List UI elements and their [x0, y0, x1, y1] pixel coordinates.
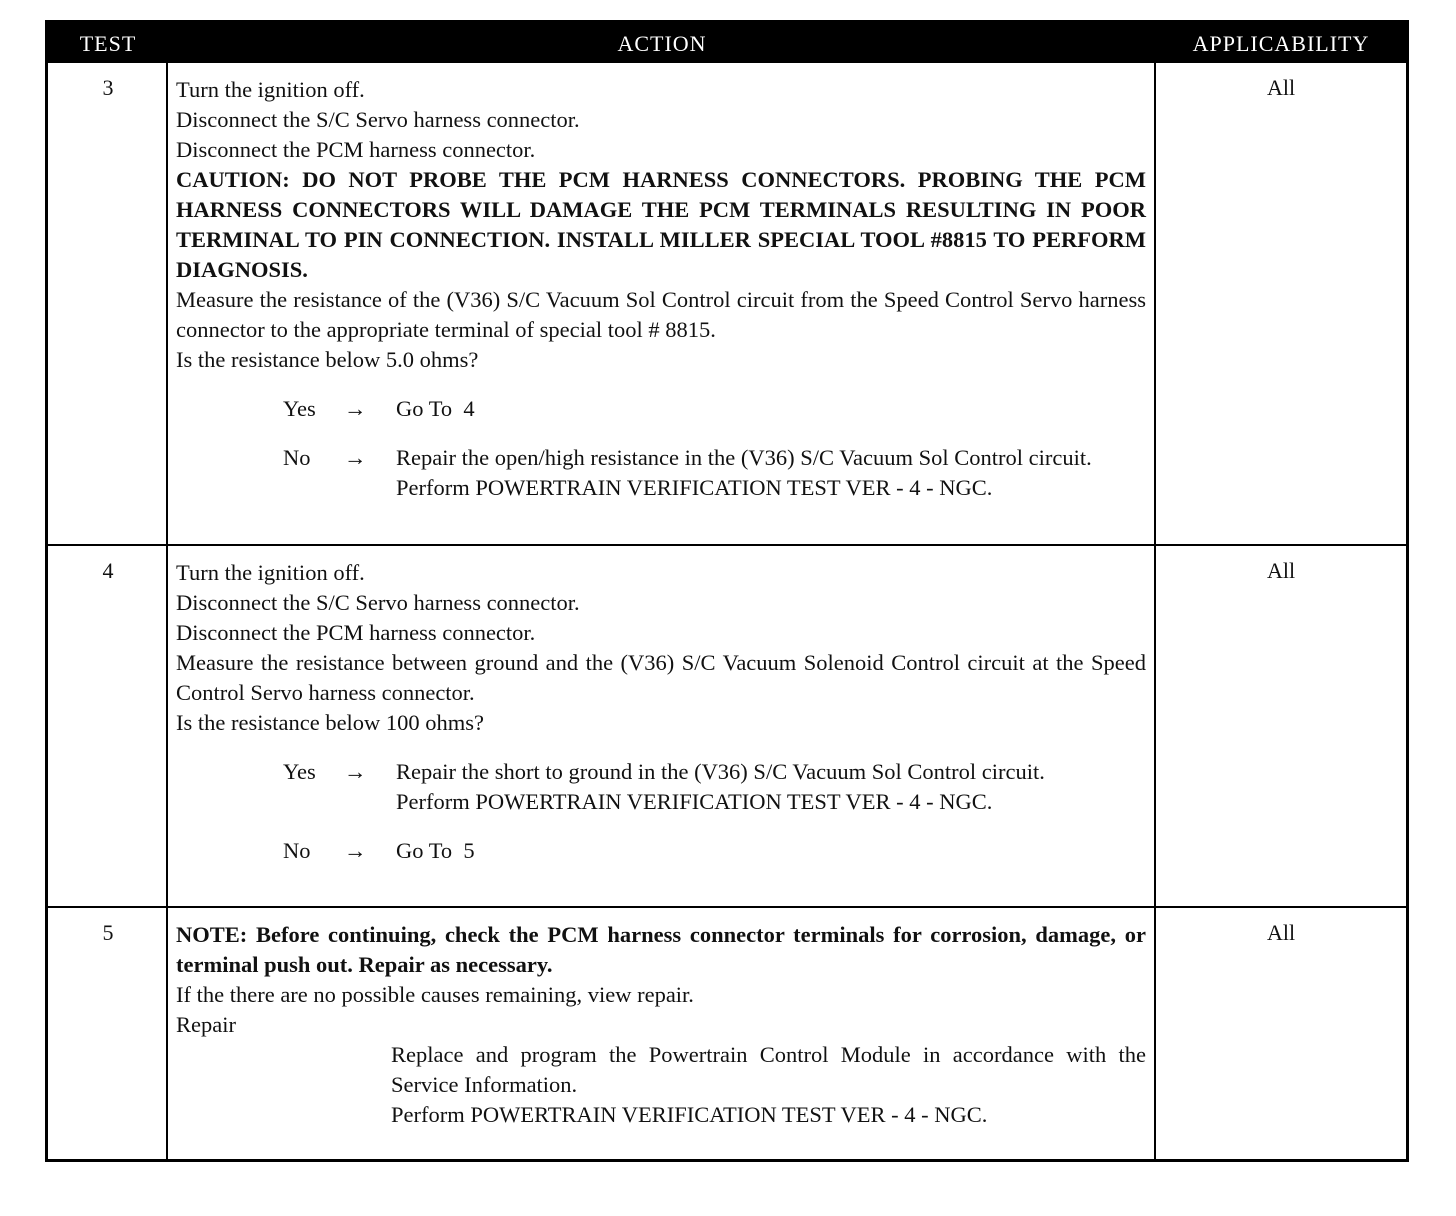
- caution-text: CAUTION: DO NOT PROBE THE PCM HARNESS CONNECTORS. PROBING THE PCM HARNESS CONNECTORS WILL DAMAGE THE PCM TERMINALS RESULTING IN POOR TERMINAL TO PIN CONNECTION. INSTALL MILLER SPECIAL TOOL #8815 TO PERFORM DIAGNOSIS.: [176, 167, 1146, 282]
- table-row: [48, 908, 1406, 1158]
- header-applicability: APPLICABILITY: [1192, 31, 1370, 56]
- arrow-icon: →: [344, 759, 367, 784]
- arrow-icon: →: [344, 838, 367, 863]
- note-text: NOTE: Before continuing, check the PCM harness connector terminals for corrosion, damage, or terminal push out. Repair as necessary.: [176, 922, 1146, 977]
- no-text-verification: Perform POWERTRAIN VERIFICATION TEST VER - 4 - NGC.: [396, 475, 993, 500]
- applicability-value: All: [1266, 75, 1296, 100]
- yes-branch: [176, 394, 1146, 424]
- action-line: Disconnect the S/C Servo harness connector.: [176, 590, 580, 615]
- action-line: Turn the ignition off.: [176, 560, 365, 585]
- yes-label: Yes: [283, 759, 316, 784]
- yes-text: Repair the short to ground in the (V36) S/C Vacuum Sol Control circuit.: [396, 759, 1045, 784]
- arrow-icon: →: [344, 396, 367, 421]
- arrow-icon: →: [344, 445, 367, 470]
- measure-text: Measure the resistance between ground and the (V36) S/C Vacuum Solenoid Control circuit at the Speed Control Servo harness connector.: [176, 650, 1146, 705]
- test-number: 5: [102, 920, 114, 945]
- no-branch: [176, 836, 1146, 866]
- yes-label: Yes: [283, 396, 316, 421]
- table-row: [48, 546, 1406, 906]
- no-text: Repair the open/high resistance in the (V36) S/C Vacuum Sol Control circuit.: [396, 445, 1092, 470]
- applicability-value: All: [1266, 920, 1296, 945]
- repair-label: Repair: [176, 1012, 236, 1037]
- repair-text-block: [391, 1040, 1146, 1130]
- yes-text: Go To 4: [396, 396, 475, 421]
- test-number: 4: [102, 558, 114, 583]
- header-action: ACTION: [617, 31, 707, 56]
- action-line: Disconnect the PCM harness connector.: [176, 137, 536, 162]
- no-label: No: [283, 838, 311, 863]
- question-text: Is the resistance below 5.0 ohms?: [176, 347, 479, 372]
- question-text: Is the resistance below 100 ohms?: [176, 710, 485, 735]
- repair-text: Replace and program the Powertrain Control Module in accordance with the Service Information.: [391, 1042, 1146, 1097]
- applicability-value: All: [1266, 558, 1296, 583]
- diagnostic-table: [45, 20, 1409, 1162]
- repair-text-verification: Perform POWERTRAIN VERIFICATION TEST VER - 4 - NGC.: [391, 1102, 988, 1127]
- action-cell: [176, 920, 1146, 1130]
- action-line: If the there are no possible causes remaining, view repair.: [176, 982, 694, 1007]
- action-cell: [176, 75, 1146, 503]
- no-branch: [176, 443, 1146, 503]
- action-line: Disconnect the S/C Servo harness connector.: [176, 107, 580, 132]
- test-number: 3: [102, 75, 114, 100]
- measure-text: Measure the resistance of the (V36) S/C Vacuum Sol Control circuit from the Speed Control Servo harness connector to the appropriate terminal of special tool # 8815.: [176, 287, 1146, 342]
- action-cell: [176, 558, 1146, 866]
- table-header: [48, 23, 1406, 63]
- table-row: [48, 63, 1406, 544]
- yes-branch: [176, 757, 1146, 817]
- header-test: TEST: [79, 31, 137, 56]
- action-line: Disconnect the PCM harness connector.: [176, 620, 536, 645]
- action-line: Turn the ignition off.: [176, 77, 365, 102]
- no-text: Go To 5: [396, 838, 475, 863]
- yes-text-verification: Perform POWERTRAIN VERIFICATION TEST VER - 4 - NGC.: [396, 789, 993, 814]
- no-label: No: [283, 445, 311, 470]
